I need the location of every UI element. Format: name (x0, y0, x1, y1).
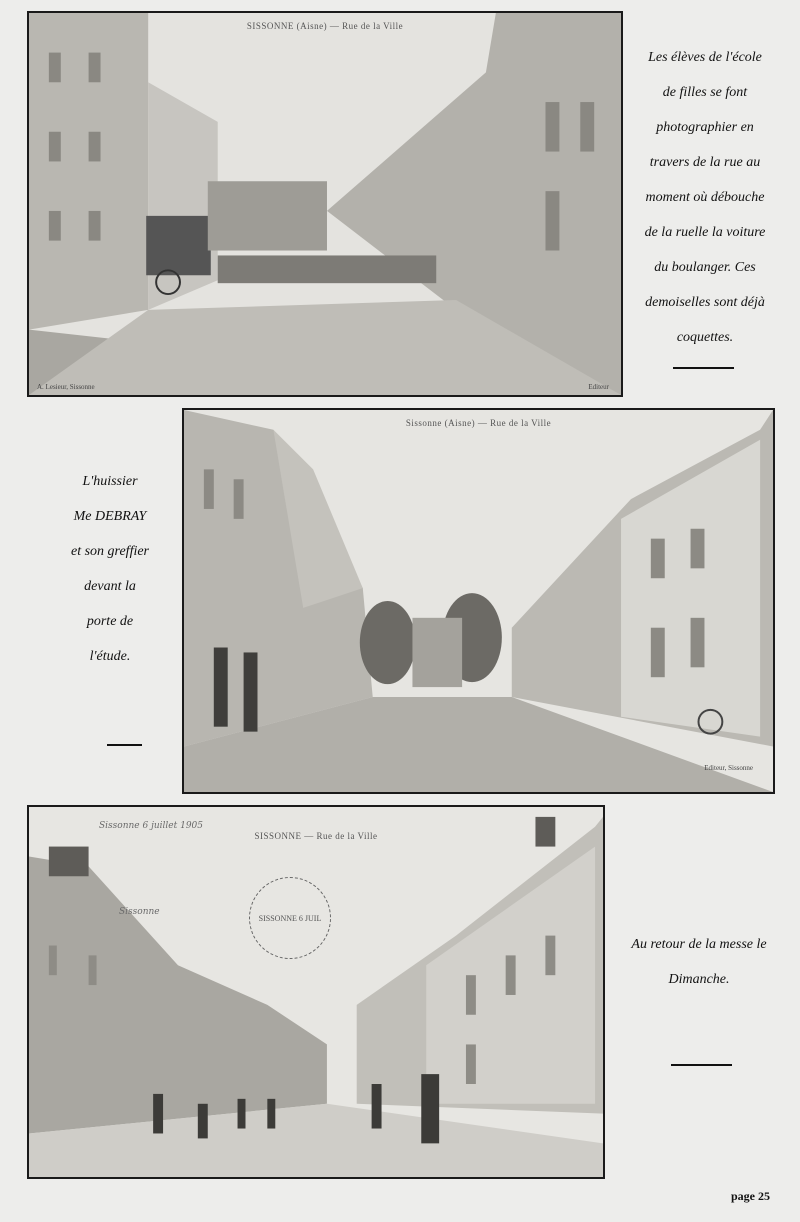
postcard-photo-3 (27, 805, 605, 1179)
caption-messe: Au retour de la messe le Dimanche. (631, 937, 767, 987)
divider-1 (673, 367, 734, 369)
street-scene-3 (29, 807, 603, 1177)
postcard-title: SISSONNE — Rue de la Ville (254, 831, 378, 841)
postcard-photo-1 (27, 11, 623, 397)
postcard-title: Sissonne (Aisne) — Rue de la Ville (405, 418, 552, 428)
postcard-title: SISSONNE (Aisne) — Rue de la Ville (246, 21, 404, 31)
postmark-stamp: SISSONNE 6 JUIL (249, 877, 331, 959)
divider-3 (671, 1064, 732, 1066)
street-scene-2 (184, 410, 773, 792)
publisher-left: A. Lesieur, Sissonne (37, 383, 95, 391)
street-scene-1 (29, 13, 621, 395)
caption-school-girls: Les élèves de l'école de filles se font photographier en travers de la rue au moment où débouche de la ruelle la voiture du boulanger. Ces demoiselles sont déjà coquettes. (644, 50, 766, 345)
publisher-right: Editeur (588, 383, 609, 391)
page-number: page 25 (731, 1189, 770, 1203)
publisher-right: Editeur, Sissonne (704, 764, 753, 772)
postcard-photo-2 (182, 408, 775, 794)
divider-2 (107, 744, 142, 746)
handwritten-place: Sissonne (119, 907, 160, 917)
handwritten-note: Sissonne 6 juillet 1905 (99, 821, 203, 831)
caption-huissier: L'huissier Me DEBRAY et son greffier devant la porte de l'étude. (70, 474, 150, 664)
